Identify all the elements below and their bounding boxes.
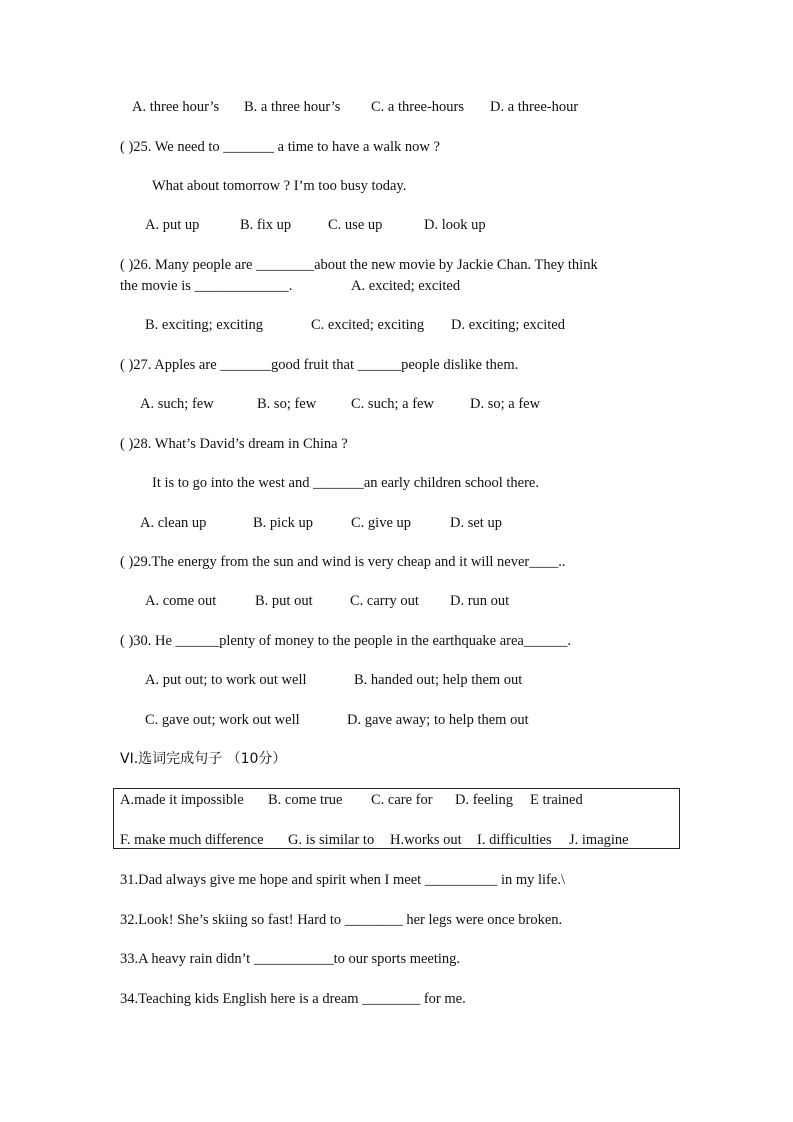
q25-option-b: B. fix up	[240, 217, 292, 233]
q30-option-b: B. handed out; help them out	[354, 672, 523, 688]
sentence-31: 31.Dad always give me hope and spirit when I meet __________ in my life.\	[120, 872, 565, 888]
q25-option-d: D. look up	[424, 217, 486, 233]
q28-option-a: A. clean up	[140, 515, 207, 531]
q30-option-a: A. put out; to work out well	[145, 672, 307, 688]
q26-option-b: B. exciting; exciting	[145, 317, 263, 333]
word-bank-a: A.made it impossible	[120, 792, 244, 808]
word-bank-i: I. difficulties	[477, 832, 552, 848]
word-bank-j: J. imagine	[569, 832, 629, 848]
q27-stem: ( )27. Apples are _______good fruit that ______people dislike them.	[120, 357, 519, 373]
q29-stem: ( )29.The energy from the sun and wind is very cheap and it will never____..	[120, 554, 566, 570]
sentence-32: 32.Look! She’s skiing so fast! Hard to ________ her legs were once broken.	[120, 912, 563, 928]
q25-stem: ( )25. We need to _______ a time to have a walk now ?	[120, 139, 440, 155]
q30-option-d: D. gave away; to help them out	[347, 712, 529, 728]
q30-option-c: C. gave out; work out well	[145, 712, 300, 728]
q27-option-b: B. so; few	[257, 396, 317, 412]
word-bank-c: C. care for	[371, 792, 433, 808]
word-bank-f: F. make much difference	[120, 832, 264, 848]
q26-option-a: A. excited; excited	[351, 278, 461, 294]
q24-option-a: A. three hour’s	[132, 99, 220, 115]
q29-option-c: C. carry out	[350, 593, 419, 609]
q29-option-b: B. put out	[255, 593, 313, 609]
q28-reply: It is to go into the west and _______an early children school there.	[152, 475, 539, 491]
q29-option-a: A. come out	[145, 593, 217, 609]
q24-option-b: B. a three hour’s	[244, 99, 341, 115]
word-bank-g: G. is similar to	[288, 832, 375, 848]
q26-stem-line1: ( )26. Many people are ________about the new movie by Jackie Chan. They think	[120, 257, 598, 273]
word-bank-b: B. come true	[268, 792, 343, 808]
sentence-33: 33.A heavy rain didn’t ___________to our sports meeting.	[120, 951, 461, 967]
q27-option-d: D. so; a few	[470, 396, 541, 412]
q25-option-a: A. put up	[145, 217, 200, 233]
q25-option-c: C. use up	[328, 217, 383, 233]
sentence-34: 34.Teaching kids English here is a dream ________ for me.	[120, 991, 466, 1007]
word-bank-d: D. feeling	[455, 792, 513, 808]
q24-option-d: D. a three-hour	[490, 99, 579, 115]
q26-option-d: D. exciting; excited	[451, 317, 565, 333]
section-6-title: VI.选词完成句子 （10分）	[120, 751, 287, 767]
q24-option-c: C. a three-hours	[371, 99, 465, 115]
word-bank-e: E trained	[530, 792, 583, 808]
q26-stem-line2: the movie is _____________.	[120, 278, 293, 294]
q27-option-a: A. such; few	[140, 396, 214, 412]
q25-reply: What about tomorrow ? I’m too busy today.	[152, 178, 407, 194]
q28-stem: ( )28. What’s David’s dream in China ?	[120, 436, 348, 452]
q30-stem: ( )30. He ______plenty of money to the people in the earthquake area______.	[120, 633, 571, 649]
q28-option-c: C. give up	[351, 515, 412, 531]
q28-option-d: D. set up	[450, 515, 502, 531]
q29-option-d: D. run out	[450, 593, 510, 609]
q28-option-b: B. pick up	[253, 515, 314, 531]
q26-option-c: C. excited; exciting	[311, 317, 425, 333]
word-bank-h: H.works out	[390, 832, 462, 848]
q27-option-c: C. such; a few	[351, 396, 434, 412]
